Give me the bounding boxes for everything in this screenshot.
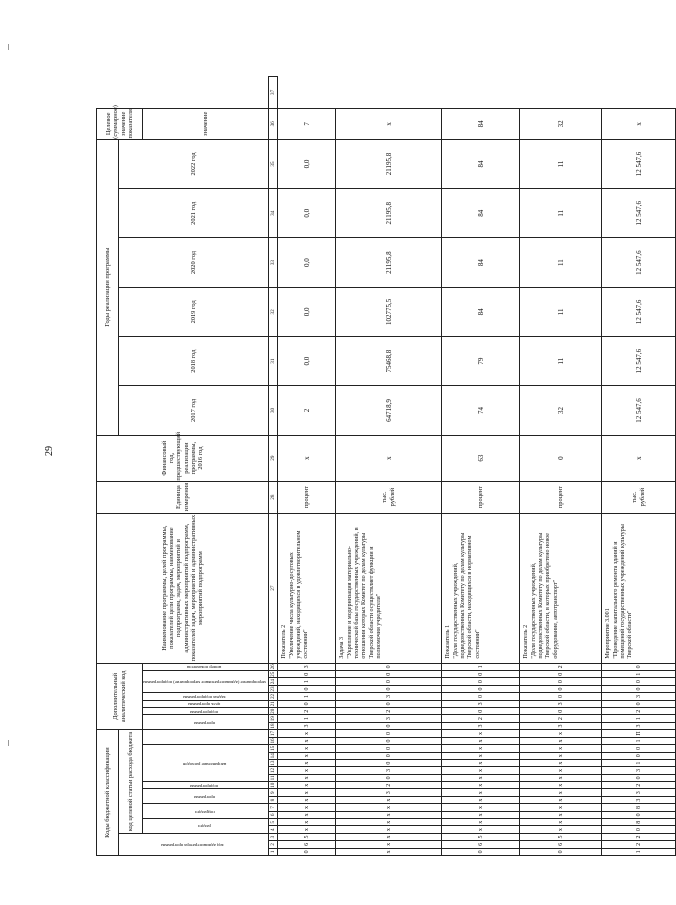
code-digit-cell: 1 (278, 693, 336, 700)
year-header: 2022 год (119, 139, 269, 188)
code-digit-cell: x (520, 804, 602, 811)
code-digit-cell: 2 (336, 782, 442, 789)
code-digit-cell: 0 (520, 678, 602, 685)
column-number: 20 (270, 708, 277, 714)
name-header: Наименование программы, целей программы, показателей цели программы, наименование подпрограмм, задач, мероприятий и административных мероприятий подпрограмм, показателей задач, мероприятий и административных мероприятий подпрограмм (97, 513, 269, 663)
year-value: 12 547,6 (602, 238, 676, 287)
code-digit-cell: x (520, 774, 602, 781)
code-digit-cell: 2 (602, 833, 676, 840)
column-number: 2 (269, 841, 278, 848)
code-digit-cell: 3 (602, 789, 676, 796)
unit-cell: процент (520, 481, 602, 513)
column-number: 6 (269, 811, 278, 818)
target-value: x (336, 108, 442, 139)
code-digit-cell: 0 (278, 848, 336, 855)
column-number: 17 (270, 730, 277, 737)
target-value-header: значение (143, 108, 269, 139)
column-number: 8 (269, 796, 278, 803)
code-digit-cell: 0 (336, 759, 442, 766)
code-digit-cell: 3 (520, 722, 602, 729)
code-digit-cell: 3 (336, 693, 442, 700)
code-digit-cell: 1 (602, 848, 676, 855)
code-digit-cell: 2 (278, 708, 336, 715)
code-digit-cell: 3 (278, 663, 336, 670)
code-digit-cell: 0 (278, 671, 336, 678)
year-value: 21195,8 (336, 139, 442, 188)
year-header: 2020 год (119, 238, 269, 287)
code-digit-cell: 0 (520, 671, 602, 678)
year-header: 2019 год (119, 287, 269, 336)
code-digit-cell: 0 (336, 700, 442, 707)
year-value: 11 (520, 139, 602, 188)
year-value: 11 (520, 287, 602, 336)
column-number: 28 (269, 481, 278, 513)
column-number: 25 (270, 671, 277, 677)
code-digit-cell: 1 (278, 715, 336, 722)
target-value: 32 (520, 108, 602, 139)
code-digit-cell: x (520, 811, 602, 818)
unit-cell: тыс. рублей (336, 481, 442, 513)
code-digit-cell: 0 (336, 722, 442, 729)
code-digit-cell: 3 (602, 796, 676, 803)
code-digit-cell: 6 (520, 841, 602, 848)
code-digit-cell: 3 (278, 722, 336, 729)
year-value: 0,0 (278, 139, 336, 188)
table-row (602, 77, 676, 856)
code-digit-cell: x (336, 804, 442, 811)
code-digit-cell: 0 (336, 730, 442, 738)
column-number: 10 (270, 782, 277, 788)
year-value: 12 547,6 (602, 287, 676, 336)
year-value: 0,0 (278, 189, 336, 238)
year-value: 11 (520, 189, 602, 238)
unit-cell: процент (442, 481, 520, 513)
target-header: Целевое (суммарное) значение показателя (97, 108, 143, 139)
code-digit-cell: 0 (602, 685, 676, 692)
year-header: 2021 год (119, 189, 269, 238)
column-number: 35 (269, 139, 278, 188)
rotated-table-wrapper (96, 76, 646, 856)
code-digit-cell: 8 (602, 819, 676, 826)
column-number: 1 (269, 848, 278, 855)
base-year-value: x (336, 435, 442, 481)
add-subprogram-header: подпрограмма (143, 708, 269, 715)
scan-mark (8, 44, 9, 50)
column-number: 7 (269, 804, 278, 811)
code-digit-cell: 0 (336, 737, 442, 744)
code-digit-cell: x (278, 752, 336, 759)
column-number: 21 (270, 701, 277, 707)
code-digit-cell: x (336, 841, 442, 848)
year-value: 32 (520, 386, 602, 435)
extra-header (143, 730, 269, 745)
target-value: 7 (278, 108, 336, 139)
code-digit-cell: 1 (602, 715, 676, 722)
year-value: 12 547,6 (602, 189, 676, 238)
code-digit-cell: x (520, 730, 602, 738)
admin-code-header: код администратора программы (119, 833, 269, 855)
code-digit-cell: П (602, 730, 676, 738)
year-header: 2017 год (119, 386, 269, 435)
column-number: 24 (270, 679, 277, 685)
base-year-value: 0 (520, 435, 602, 481)
year-value: 64718,9 (336, 386, 442, 435)
subsection-header: подраздел (143, 804, 269, 819)
code-digit-cell: 0 (278, 685, 336, 692)
add-program-header: программа (143, 715, 269, 730)
year-value: 12 547,6 (602, 337, 676, 386)
year-value: 74 (442, 386, 520, 435)
row-label: Мероприятие 3.001 "Проведение капитального ремонта зданий и помещений государственных учреждений культуры Тверской области" (602, 513, 676, 663)
code-digit-cell: x (278, 819, 336, 826)
year-value: 84 (442, 139, 520, 188)
code-digit-cell: x (442, 811, 520, 818)
code-digit-cell: 0 (520, 693, 602, 700)
code-digit-cell: 0 (602, 811, 676, 818)
code-digit-cell: 0 (336, 678, 442, 685)
year-value: 102775,5 (336, 287, 442, 336)
add-task-header: задача подпрограммы (143, 693, 269, 700)
year-header: 2018 год (119, 337, 269, 386)
column-number: 30 (269, 386, 278, 435)
column-number: 26 (270, 664, 277, 670)
code-digit-cell: x (442, 796, 520, 803)
year-value: 84 (442, 287, 520, 336)
code-digit-cell: x (278, 796, 336, 803)
column-number: 34 (269, 189, 278, 238)
column-number: 37 (269, 77, 278, 109)
code-digit-cell: x (278, 737, 336, 744)
year-value: 0,0 (278, 238, 336, 287)
code-digit-cell: 3 (442, 700, 520, 707)
year-value: 0,0 (278, 337, 336, 386)
code-digit-cell: x (336, 796, 442, 803)
code-digit-cell: x (336, 826, 442, 833)
program-header: программа (143, 789, 269, 804)
code-digit-cell: 3 (336, 767, 442, 774)
column-number: 29 (269, 435, 278, 481)
code-digit-cell: 0 (602, 752, 676, 759)
column-number: 14 (270, 753, 277, 759)
code-digit-cell: x (442, 774, 520, 781)
code-digit-cell: 1 (602, 671, 676, 678)
code-digit-cell: 8 (602, 804, 676, 811)
year-value: 21195,8 (336, 238, 442, 287)
code-digit-cell: x (336, 819, 442, 826)
base-year-value: x (602, 435, 676, 481)
year-value: 2 (278, 386, 336, 435)
code-digit-cell: 2 (602, 841, 676, 848)
code-digit-cell: x (278, 804, 336, 811)
target-value: 84 (442, 108, 520, 139)
subprogram-header: подпрограмма (143, 782, 269, 789)
column-number: 23 (270, 686, 277, 692)
target-value: x (602, 108, 676, 139)
code-digit-cell: x (278, 767, 336, 774)
program-table (96, 76, 676, 856)
code-digit-cell: 2 (336, 708, 442, 715)
code-digit-cell: 0 (336, 685, 442, 692)
code-digit-cell: x (520, 745, 602, 752)
code-digit-cell: x (336, 848, 442, 855)
code-digit-cell: 0 (602, 678, 676, 685)
code-digit-cell: 1 (602, 759, 676, 766)
code-digit-cell: 0 (442, 678, 520, 685)
code-digit-cell: 2 (442, 715, 520, 722)
column-number: 33 (269, 238, 278, 287)
code-digit-cell: x (336, 833, 442, 840)
year-value: 84 (442, 238, 520, 287)
code-digit-cell: 6 (278, 841, 336, 848)
code-digit-cell: 0 (336, 752, 442, 759)
code-digit-cell: 2 (520, 715, 602, 722)
code-digit-cell: 0 (336, 745, 442, 752)
code-digit-cell: x (520, 826, 602, 833)
code-digit-cell: x (442, 789, 520, 796)
code-digit-cell: 1 (442, 663, 520, 670)
code-digit-cell: 2 (520, 663, 602, 670)
column-numbers-row (269, 77, 278, 856)
code-digit-cell: 0 (602, 826, 676, 833)
unit-cell: тыс. рублей (602, 481, 676, 513)
column-number: 13 (270, 760, 277, 766)
column-number: 31 (269, 337, 278, 386)
row-label: Задача 3 "Укрепление и модернизация материально-технической базы государственных учреждений, в отношении которых Комитет по делам культуры Тверской области осуществляет функции и полномочия учредителя" (336, 513, 442, 663)
code-digit-cell: x (442, 782, 520, 789)
code-digit-cell: 2 (602, 708, 676, 715)
column-number: 32 (269, 287, 278, 336)
code-digit-cell: x (520, 737, 602, 744)
column-number: 3 (269, 833, 278, 840)
column-number: 4 (269, 826, 278, 833)
year-value: 0,0 (278, 287, 336, 336)
year-value: 12 547,6 (602, 139, 676, 188)
code-digit-cell: x (520, 789, 602, 796)
expense-direction-header: направление расходов (143, 745, 269, 782)
code-digit-cell: 3 (602, 693, 676, 700)
year-value: 75468,8 (336, 337, 442, 386)
code-digit-cell: 0 (442, 848, 520, 855)
code-digit-cell: x (336, 811, 442, 818)
code-digit-cell: 0 (442, 685, 520, 692)
scan-mark (8, 740, 9, 746)
column-number: 11 (270, 775, 277, 781)
base-year-value: x (278, 435, 336, 481)
table-row (278, 77, 336, 856)
target-article-header: код целевой статьи расхода бюджета (119, 730, 143, 834)
code-digit-cell: x (278, 774, 336, 781)
column-number: 27 (269, 513, 278, 663)
code-digit-cell: x (520, 759, 602, 766)
code-digit-cell: 2 (602, 782, 676, 789)
code-digit-cell: x (278, 811, 336, 818)
code-digit-cell: 6 (442, 841, 520, 848)
code-digit-cell: x (442, 826, 520, 833)
table-row (442, 77, 520, 856)
column-number: 5 (269, 819, 278, 826)
code-digit-cell: x (520, 767, 602, 774)
code-digit-cell: 5 (278, 833, 336, 840)
code-digit-cell: x (520, 796, 602, 803)
years-group-header: Годы реализации программы (97, 139, 119, 435)
row-label: Показатель 2 "Доля государственных учреждений, подведомственных Комитету по делам культуры Тверской области, в которых приобретено новое оборудование, автотранспорт" (520, 513, 602, 663)
add-indicator-number-header: номер показателя (143, 663, 269, 670)
code-digit-cell: 0 (442, 671, 520, 678)
column-number: 16 (270, 738, 277, 744)
year-value: 12 547,6 (602, 386, 676, 435)
code-digit-cell: 5 (442, 833, 520, 840)
code-digit-cell: 3 (336, 789, 442, 796)
code-digit-cell: 3 (442, 722, 520, 729)
base-year-value: 63 (442, 435, 520, 481)
code-digit-cell: x (278, 759, 336, 766)
code-digit-cell: x (278, 782, 336, 789)
code-digit-cell: x (442, 745, 520, 752)
code-digit-cell: 3 (602, 767, 676, 774)
code-digit-cell: 0 (442, 693, 520, 700)
code-digit-cell: x (442, 804, 520, 811)
table-row (520, 77, 602, 856)
column-number: 19 (270, 716, 277, 722)
code-digit-cell: x (442, 752, 520, 759)
code-digit-cell: 0 (278, 700, 336, 707)
code-digit-cell: 1 (602, 737, 676, 744)
base-year-header: Финансовый год, предшествующий реализации программы, 2016 год (97, 435, 269, 481)
code-digit-cell: x (442, 730, 520, 738)
code-digit-cell: 0 (442, 708, 520, 715)
code-digit-cell: x (278, 745, 336, 752)
additional-code-header: Дополнительный аналитический код (97, 663, 143, 730)
column-number: 12 (270, 767, 277, 774)
code-digit-cell: 0 (336, 671, 442, 678)
code-digit-cell: x (442, 819, 520, 826)
code-digit-cell: x (278, 789, 336, 796)
year-value: 11 (520, 238, 602, 287)
year-value: 21195,8 (336, 189, 442, 238)
section-header: раздел (143, 819, 269, 834)
column-number: 22 (270, 693, 277, 700)
row-label: Показатель 2 "Увеличение числа культурно-досуговых учреждений, находящихся в удовлетворительном состоянии" (278, 513, 336, 663)
unit-cell: процент (278, 481, 336, 513)
page-number: 29 (44, 446, 55, 456)
code-digit-cell: x (520, 752, 602, 759)
code-digit-cell: x (278, 826, 336, 833)
code-digit-cell: 0 (602, 774, 676, 781)
code-digit-cell: 0 (336, 663, 442, 670)
unit-header: Единица измерения (97, 481, 269, 513)
code-digit-cell: x (520, 819, 602, 826)
add-goal-header: цель программы (143, 700, 269, 707)
code-digit-cell: x (520, 782, 602, 789)
code-digit-cell: 3 (336, 715, 442, 722)
year-value: 84 (442, 189, 520, 238)
code-digit-cell: x (442, 759, 520, 766)
budget-codes-header: Коды бюджетной классификации (97, 730, 119, 856)
column-number: 36 (269, 108, 278, 139)
column-number: 9 (269, 789, 278, 796)
code-digit-cell: 3 (520, 700, 602, 707)
code-digit-cell: x (442, 737, 520, 744)
code-digit-cell: 3 (602, 722, 676, 729)
column-number: 18 (270, 723, 277, 729)
code-digit-cell: 0 (520, 708, 602, 715)
code-digit-cell: 1 (278, 678, 336, 685)
code-digit-cell: 0 (520, 685, 602, 692)
year-value: 11 (520, 337, 602, 386)
table-row (336, 77, 442, 856)
code-digit-cell: x (278, 730, 336, 738)
row-label: Показатель 1 "Доля государственных учреждений, подведомственных Комитету по делам культуры Тверской области, находящихся в нормативном состоянии" (442, 513, 520, 663)
code-digit-cell: x (442, 767, 520, 774)
code-digit-cell: 0 (520, 848, 602, 855)
add-activity-header: мероприятие (административное мероприятие) подпрограммы (143, 671, 269, 693)
code-digit-cell: 0 (602, 700, 676, 707)
code-digit-cell: 5 (520, 833, 602, 840)
code-digit-cell: 0 (336, 774, 442, 781)
code-digit-cell: 0 (602, 663, 676, 670)
year-value: 79 (442, 337, 520, 386)
column-number: 15 (270, 745, 277, 751)
code-digit-cell: 0 (602, 745, 676, 752)
